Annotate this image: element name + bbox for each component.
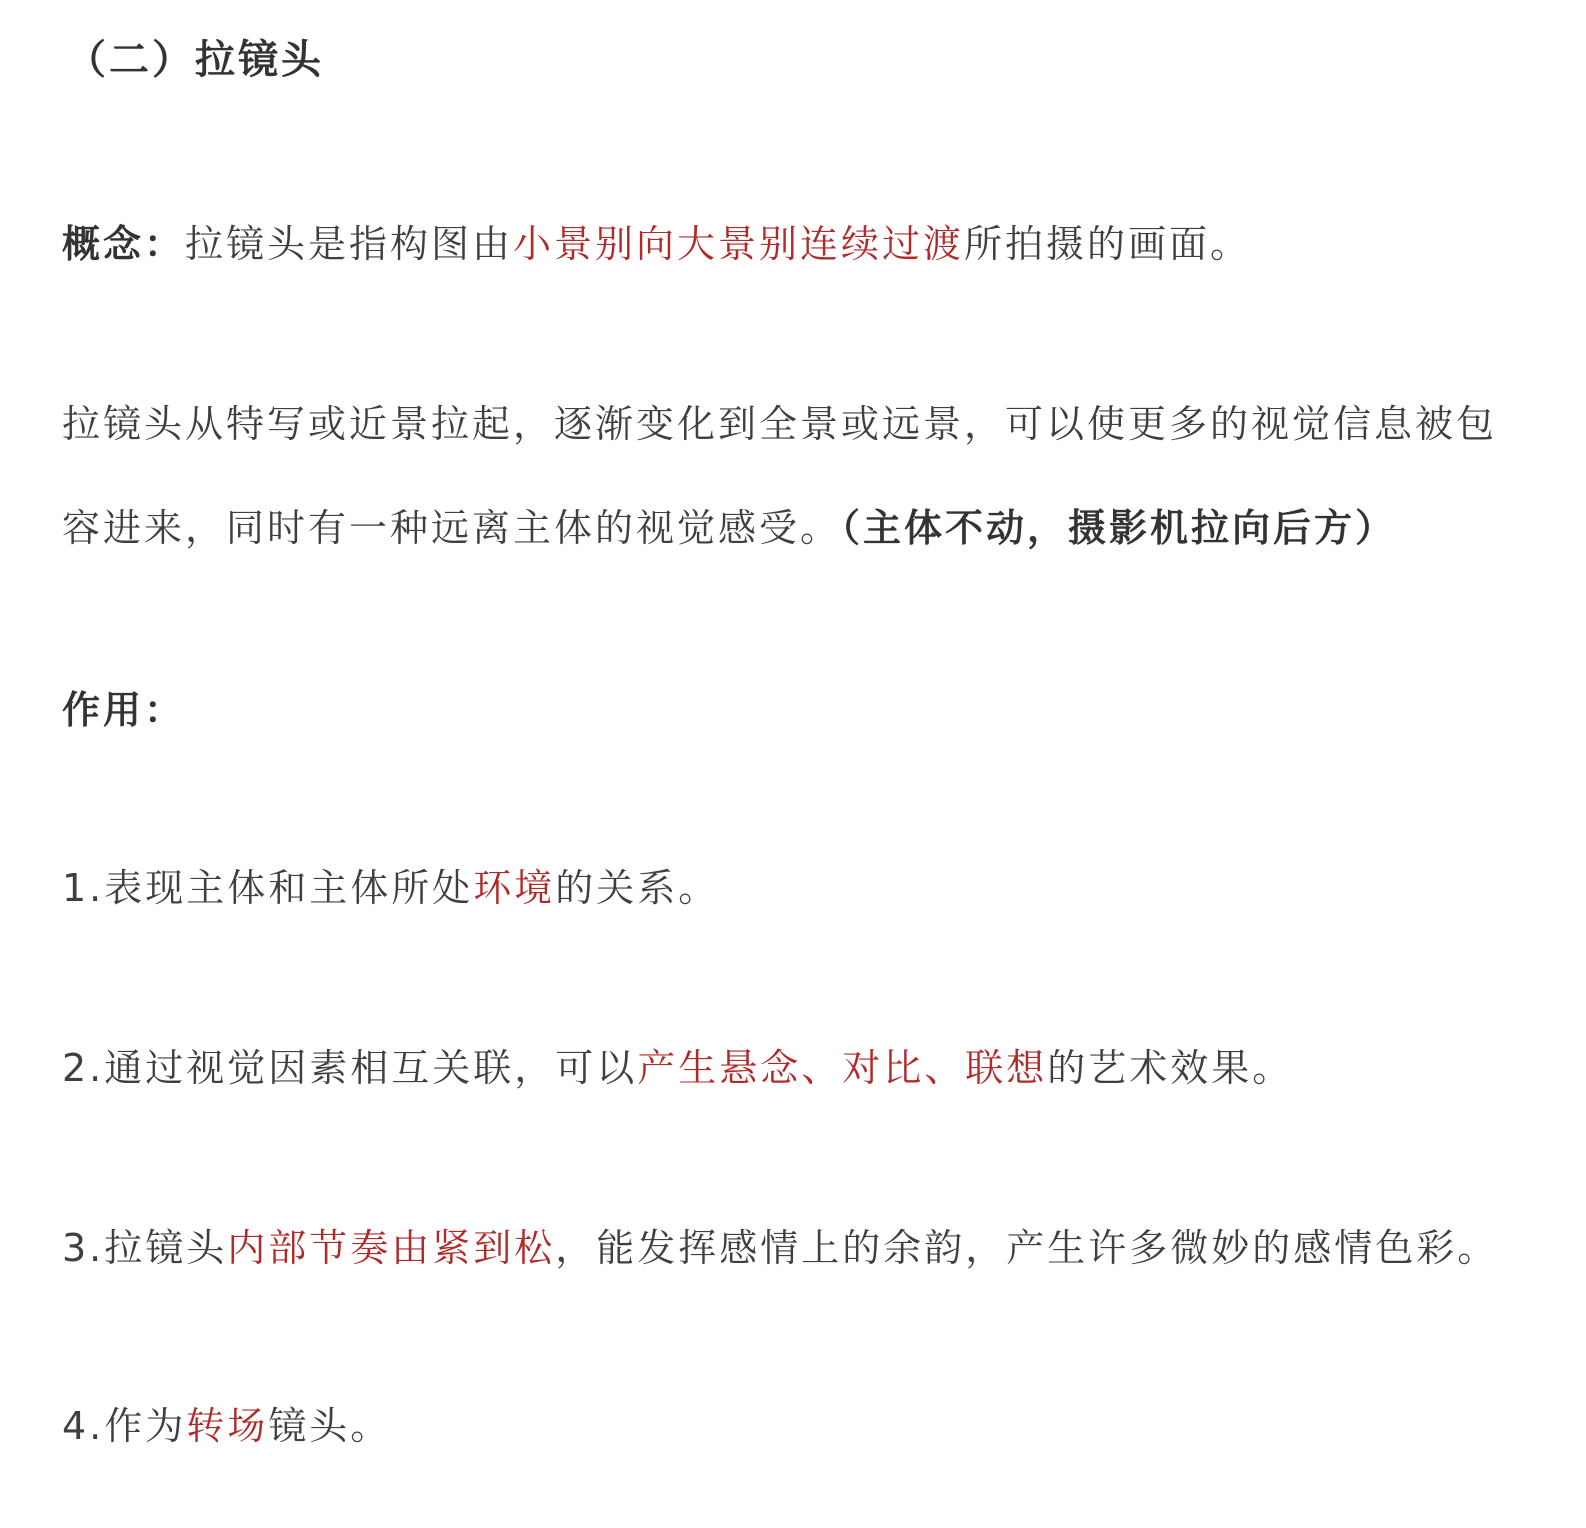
concept-label: 概念： bbox=[62, 222, 186, 266]
concept-text-post: 所拍摄的画面。 bbox=[964, 222, 1252, 266]
concept-paragraph bbox=[62, 218, 1251, 270]
list-item bbox=[62, 1400, 391, 1452]
list-item bbox=[62, 1042, 1293, 1094]
list-item-highlight: 转场 bbox=[186, 1404, 269, 1448]
list-item-pre: 4.作为 bbox=[62, 1404, 187, 1448]
list-item-post: 的关系。 bbox=[555, 866, 720, 910]
list-item-post: ，能发挥感情上的余韵，产生许多微妙的感情色彩。 bbox=[555, 1226, 1499, 1270]
section-heading: （二）拉镜头 bbox=[66, 37, 324, 83]
list-item-highlight: 产生悬念、对比、联想 bbox=[637, 1046, 1048, 1090]
list-item-highlight: 环境 bbox=[473, 866, 556, 910]
list-item-pre: 3.拉镜头 bbox=[62, 1226, 228, 1270]
functions-label: 作用： bbox=[62, 688, 186, 732]
description-line-1: 拉镜头从特写或近景拉起，逐渐变化到全景或远景，可以使更多的视觉信息被包 bbox=[62, 402, 1498, 446]
description-text: 容进来，同时有一种远离主体的视觉感受。 bbox=[62, 506, 842, 550]
description-note: （主体不动，摄影机拉向后方） bbox=[841, 506, 1397, 550]
list-item-pre: 2.通过视觉因素相互关联，可以 bbox=[62, 1046, 638, 1090]
list-item-pre: 1.表现主体和主体所处 bbox=[62, 866, 474, 910]
concept-highlight: 小景别向大景别连续过渡 bbox=[513, 222, 965, 266]
list-item-post: 镜头。 bbox=[268, 1404, 392, 1448]
list-item bbox=[62, 1222, 1498, 1274]
description-line-2 bbox=[62, 502, 1396, 554]
list-item bbox=[62, 862, 719, 914]
list-item-post: 的艺术效果。 bbox=[1047, 1046, 1294, 1090]
list-item-highlight: 内部节奏由紧到松 bbox=[227, 1226, 556, 1270]
concept-text-pre: 拉镜头是指构图由 bbox=[185, 222, 514, 266]
